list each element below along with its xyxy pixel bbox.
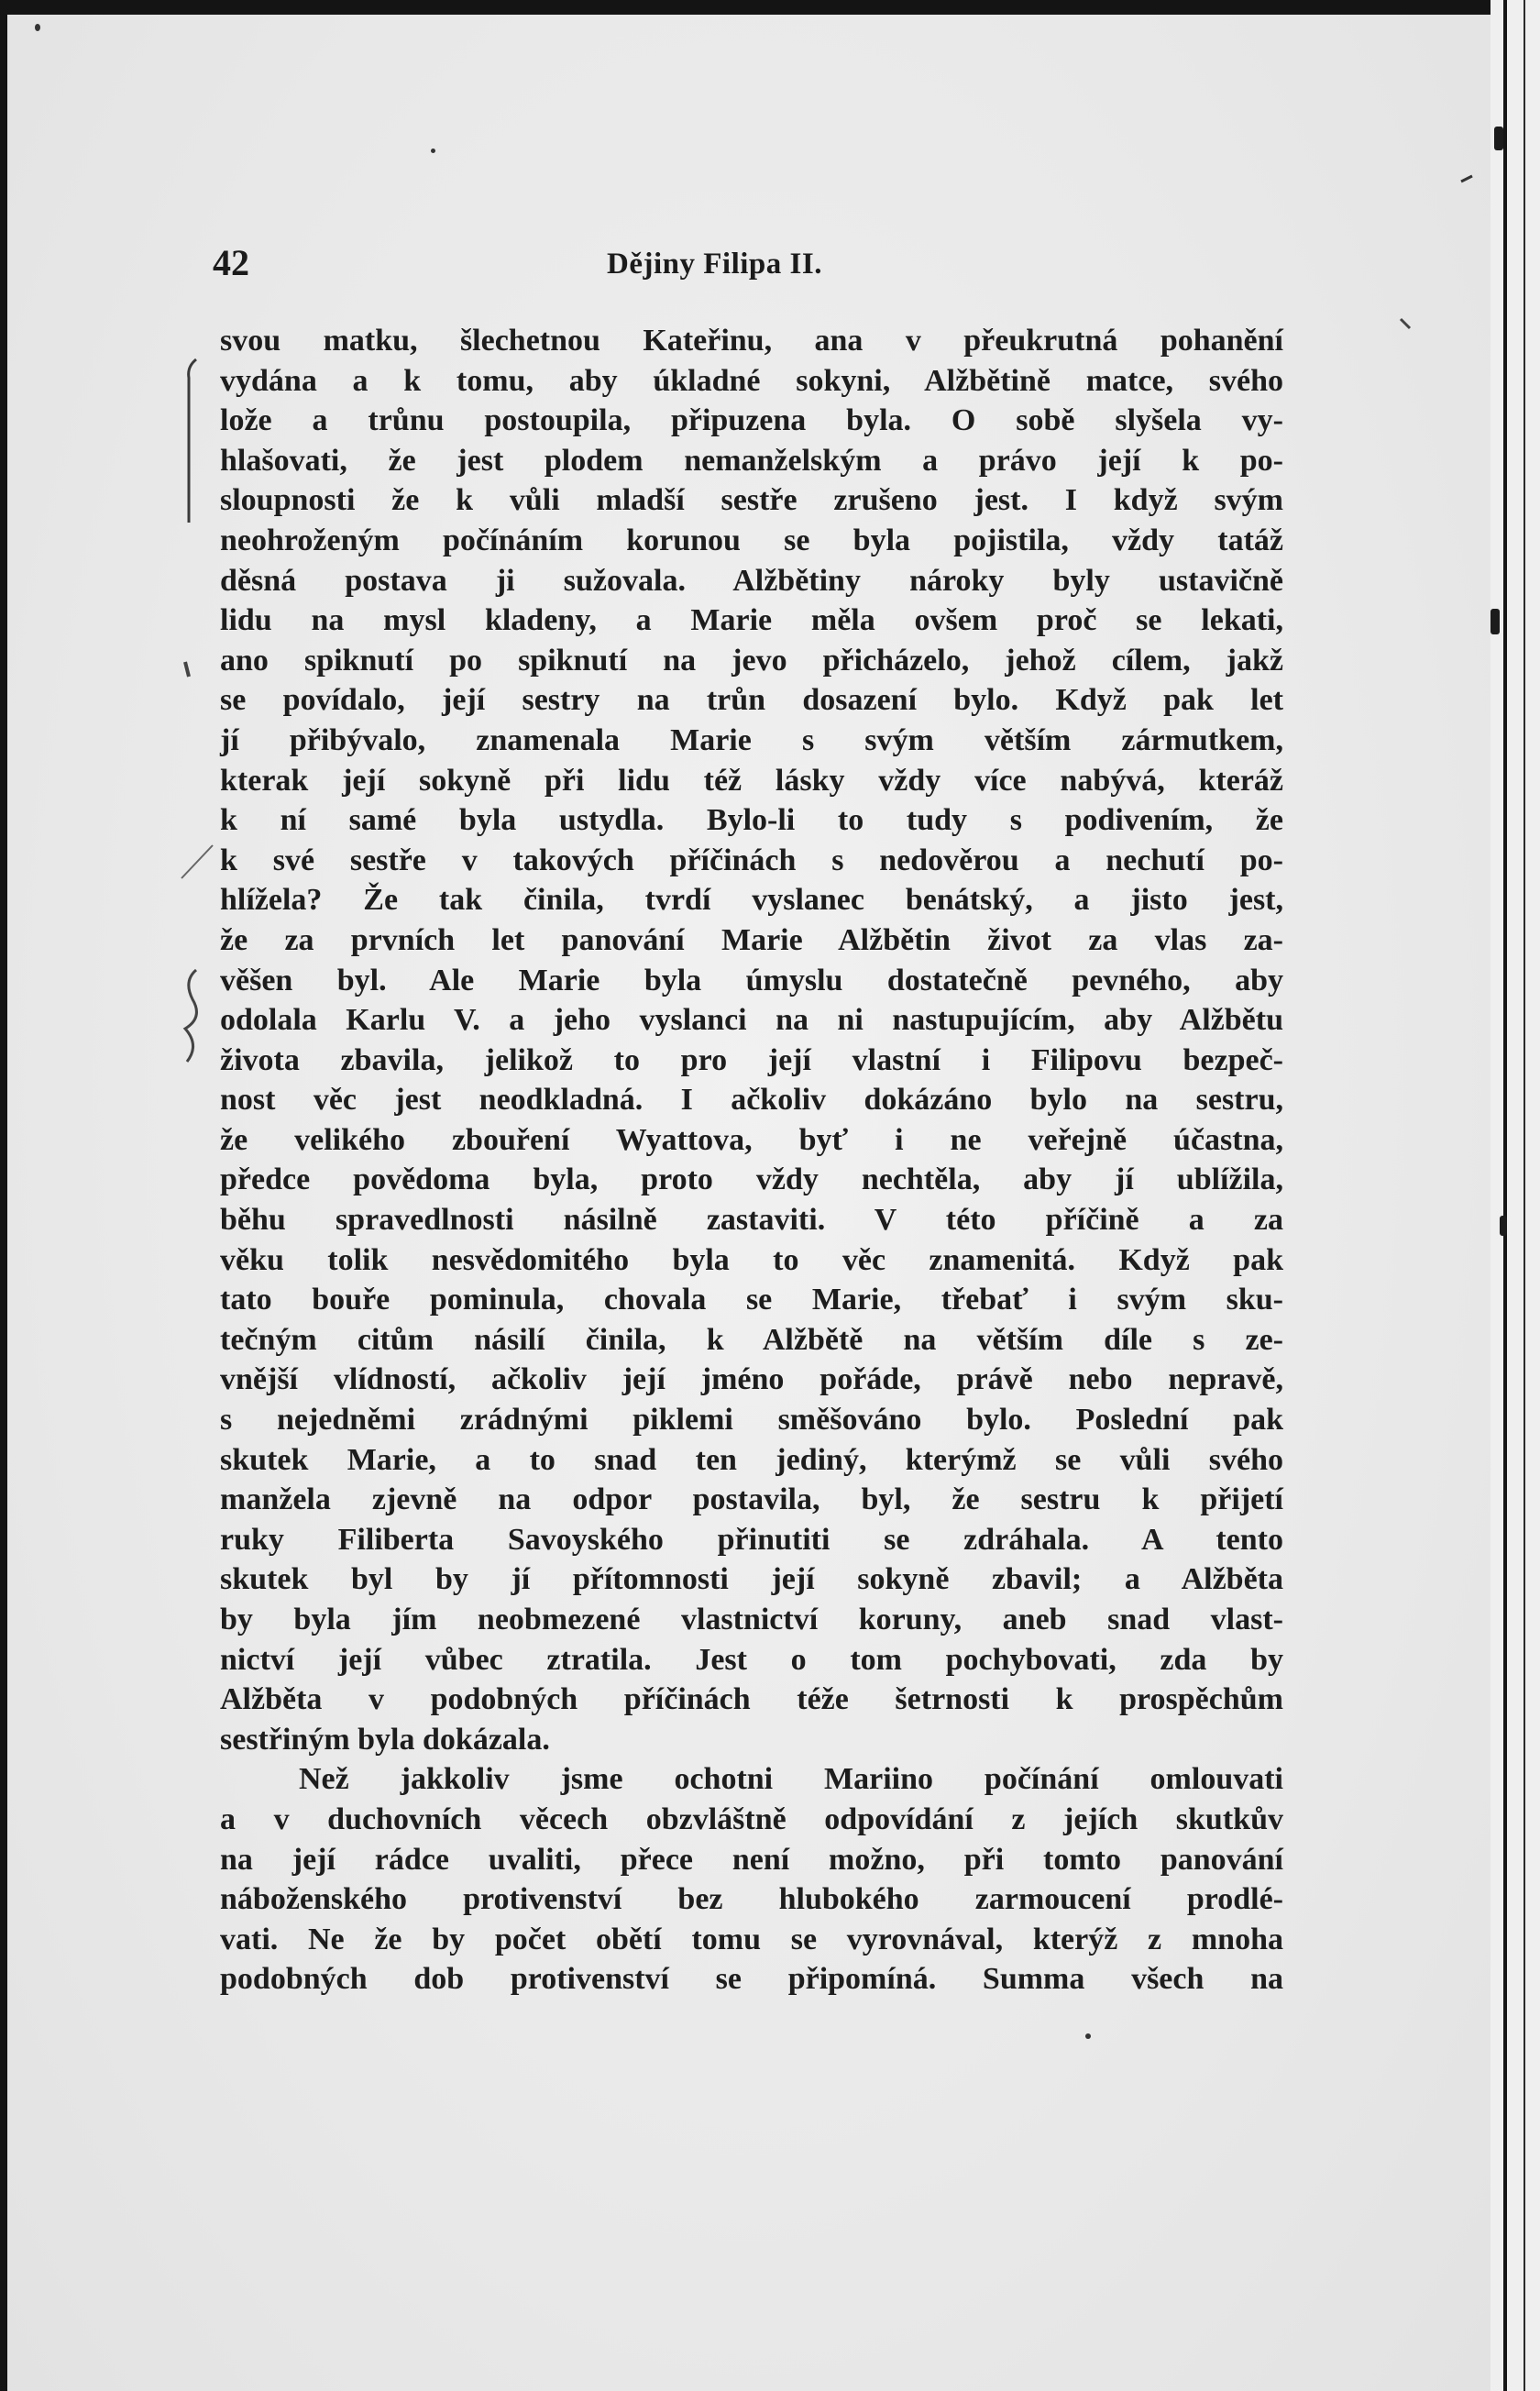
text-line: svou matku, šlechetnou Kateřinu, ana v přeukrutná pohanění [220, 324, 1283, 358]
text-line: že za prvních let panování Marie Alžbětin život za vlas za- [220, 922, 1283, 957]
binding-edge [1490, 0, 1540, 2391]
text-line: skutek Marie, a to snad ten jediný, kterýmž se vůli svého [220, 1442, 1283, 1477]
ink-speck [1500, 1216, 1507, 1236]
text-line: podobných dob protivenství se připomíná. Summa všech na [220, 1962, 1283, 1997]
text-line: manžela zjevně na odpor postavila, byl, že sestru k přijetí [220, 1482, 1283, 1517]
text-line: a v duchovních věcech obzvláštně odpovídání z jejích skutkův [220, 1802, 1283, 1836]
text-line: odolala Karlu V. a jeho vyslanci na ni nastupujícím, aby Alžbětu [220, 1003, 1283, 1038]
text-line: že velikého zbouření Wyattova, byť i ne veřejně účastna, [220, 1122, 1283, 1157]
text-line: neohroženým počínáním korunou se byla pojistila, vždy tatáž [220, 523, 1283, 557]
text-line: jí přibývalo, znamenala Marie s svým větším zármutkem, [220, 722, 1283, 757]
text-line: děsná postava ji sužovala. Alžbětiny nároky byly ustavičně [220, 563, 1283, 598]
text-line: vnější vlídností, ačkoliv její jméno pořáde, právě nebo nepravě, [220, 1362, 1283, 1397]
text-line: nictví její vůbec ztratila. Jest o tom pochybovati, zda by [220, 1642, 1283, 1677]
text-line: s nejedněmi zrádnými piklemi směšováno bylo. Poslední pak [220, 1403, 1283, 1438]
text-line: tato bouře pominula, chovala se Marie, třebať i svým sku- [220, 1283, 1283, 1317]
ink-speck [35, 24, 40, 31]
running-title: Dějiny Filipa II. [607, 248, 822, 281]
text-line: k své sestře v takových příčinách s nedověrou a nechutí po- [220, 843, 1283, 877]
text-line: vati. Ne že by počet obětí tomu se vyrovnával, kterýž z mnoha [220, 1922, 1283, 1956]
text-line: věku tolik nesvědomitého byla to věc znamenitá. Když pak [220, 1242, 1283, 1277]
text-line: hlašovati, že jest plodem nemanželským a právo její k po- [220, 443, 1283, 478]
text-line: života zbavila, jelikož to pro její vlastní i Filipovu bezpeč- [220, 1042, 1283, 1077]
text-line: ruky Filiberta Savoyského přinutiti se zdráhala. A tento [220, 1522, 1283, 1557]
text-line: kterak její sokyně při lidu též lásky vždy více nabývá, kteráž [220, 763, 1283, 798]
text-line: lidu na mysl kladeny, a Marie měla ovšem proč se lekati, [220, 603, 1283, 638]
text-line: k ní samé byla ustydla. Bylo-li to tudy s podivením, že [220, 803, 1283, 838]
text-line: tečným citům násilí činila, k Alžbětě na větším díle s ze- [220, 1322, 1283, 1357]
text-line: běhu spravedlnosti násilně zastaviti. V této příčině a za [220, 1203, 1283, 1238]
text-line: nost věc jest neodkladná. I ačkoliv dokázáno bylo na sestru, [220, 1083, 1283, 1118]
body-text [220, 321, 1283, 2000]
ink-speck [1085, 2033, 1091, 2039]
text-line: vydána a k tomu, aby úkladné sokyni, Alžbětině matce, svého [220, 363, 1283, 398]
ink-speck [431, 149, 435, 153]
text-line: by byla jím neobmezené vlastnictví koruny, aneb snad vlast- [220, 1603, 1283, 1636]
text-line: se povídalo, její sestry na trůn dosazení bylo. Když pak let [220, 683, 1283, 718]
text-line: ano spiknutí po spiknutí na jevo přicházelo, jehož cílem, jakž [220, 643, 1283, 678]
text-line: věšen byl. Ale Marie byla úmyslu dostatečně pevného, aby [220, 963, 1283, 997]
paragraph-start-line: Než jakkoliv jsme ochotni Mariino počínání omlouvati [299, 1762, 1283, 1797]
text-line: na její rádce uvaliti, přece není možno, při tomto panování [220, 1842, 1283, 1877]
ink-speck [1490, 609, 1500, 634]
text-line: předce povědoma byla, proto vždy nechtěla, aby jí ublížila, [220, 1162, 1283, 1197]
text-line: hlížela? Že tak činila, tvrdí vyslanec benátský, a jisto jest, [220, 883, 1283, 918]
text-line: lože a trůnu postoupila, připuzena byla. O sobě slyšela vy- [220, 403, 1283, 438]
text-line: sloupnosti že k vůli mladší sestře zrušeno jest. I když svým [220, 483, 1283, 518]
binding-rule [1503, 0, 1507, 2391]
text-line: skutek byl by jí přítomnosti její sokyně zbavil; a Alžběta [220, 1562, 1283, 1597]
text-line: Alžběta v podobných příčinách téže šetrnosti k prospěchům [220, 1682, 1283, 1717]
page-header [213, 240, 1285, 286]
binding-rule-thin [1524, 0, 1525, 2391]
ink-speck [1494, 127, 1503, 150]
paragraph-end-line: sestřiným byla dokázala. [220, 1722, 550, 1757]
text-line: náboženského protivenství bez hlubokého zarmoucení prodlé- [220, 1882, 1283, 1917]
page-number: 42 [213, 242, 249, 283]
